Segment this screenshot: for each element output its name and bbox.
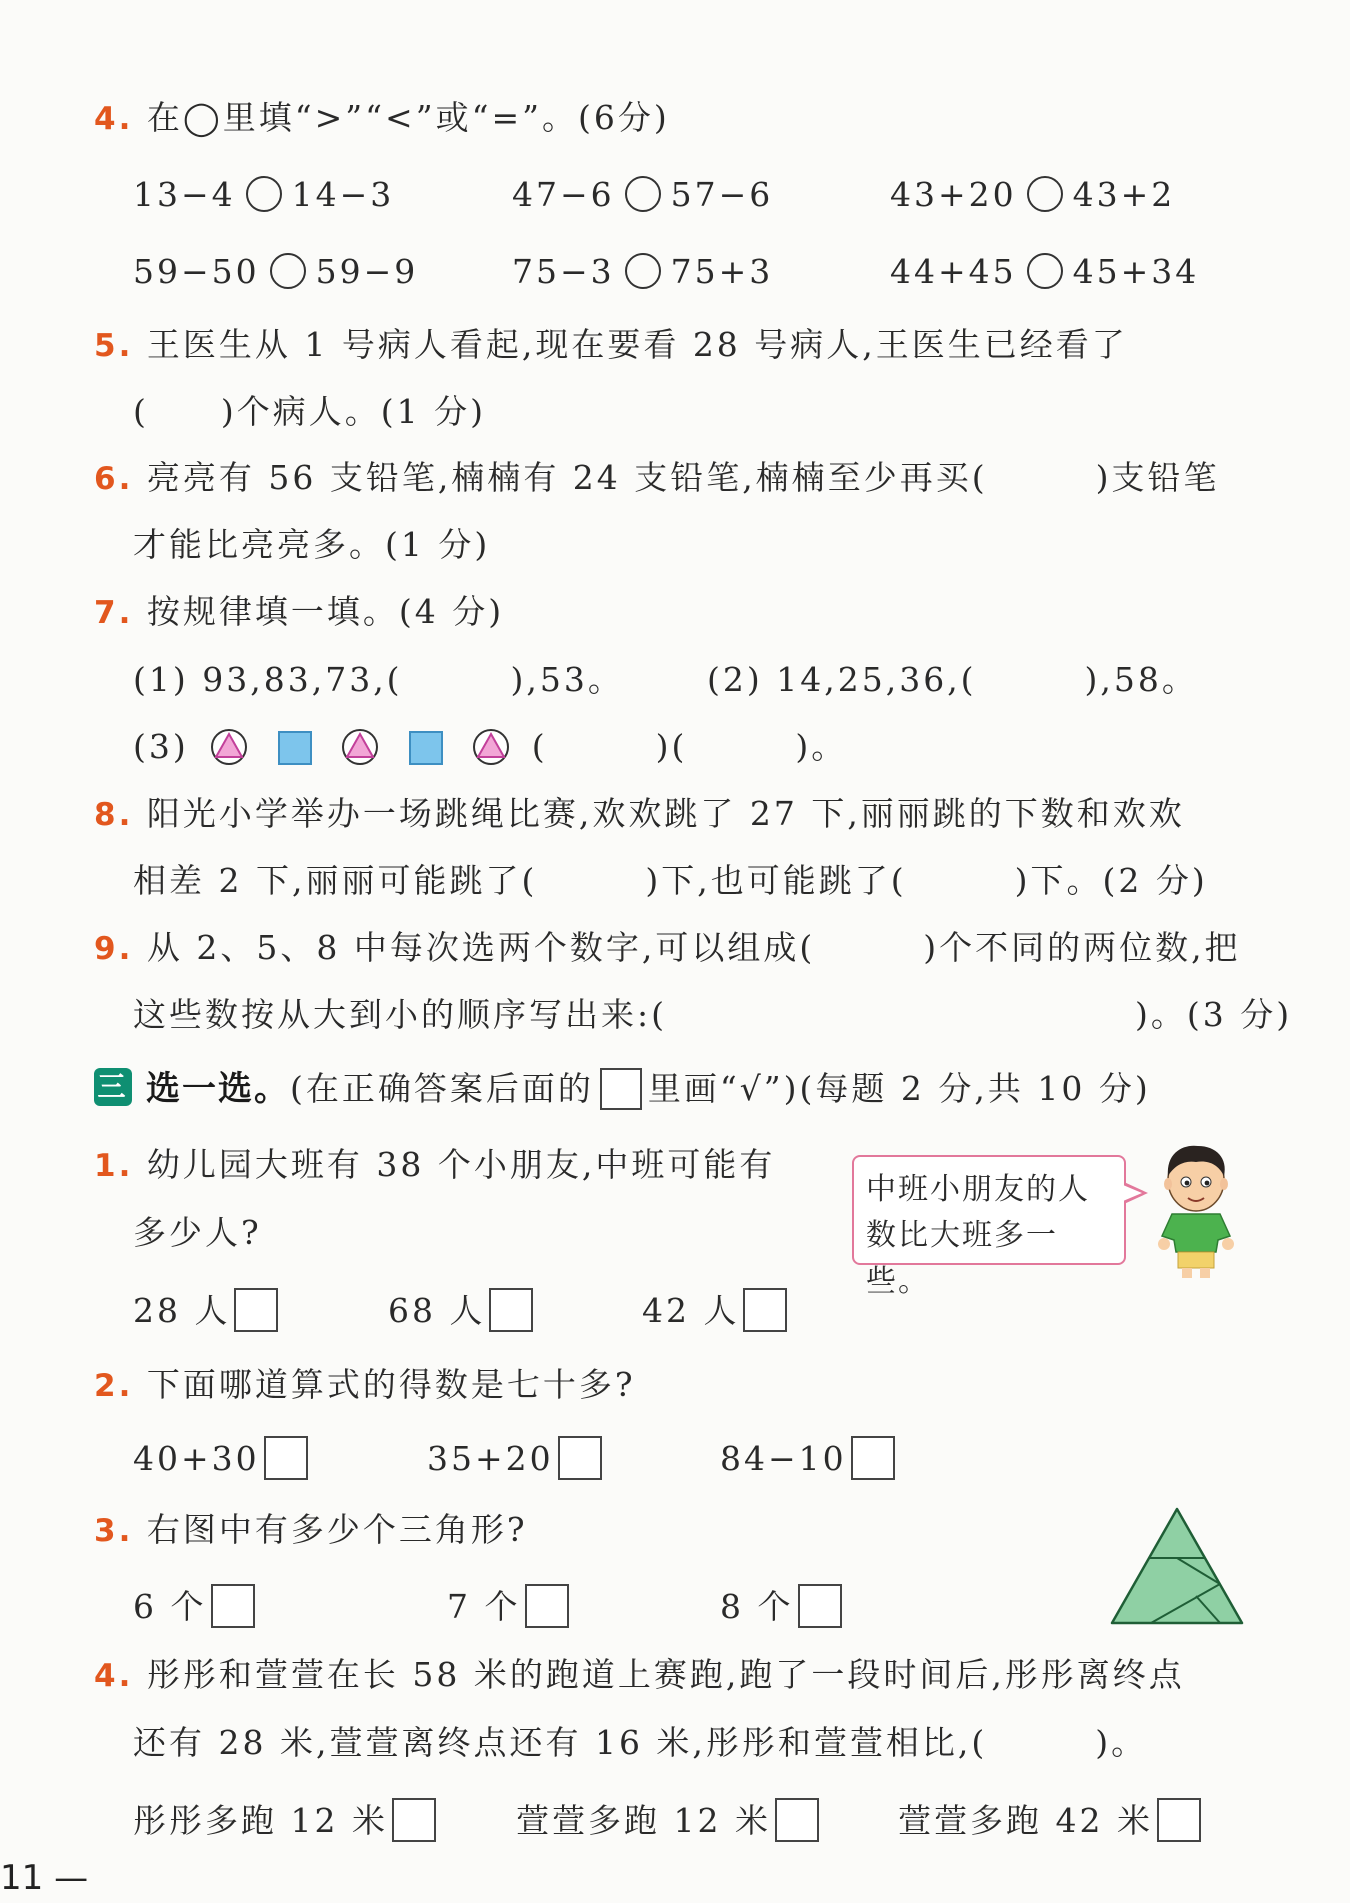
section-header — [94, 1068, 1151, 1110]
option-label: 7 个 — [447, 1587, 521, 1626]
compare-item — [133, 175, 394, 215]
question-number: 1. — [94, 1148, 134, 1184]
section-title: 选一选。 — [146, 1069, 290, 1109]
question-number: 7. — [94, 595, 134, 631]
option-label: 8 个 — [720, 1587, 794, 1626]
triangle-figure — [1108, 1505, 1246, 1627]
answer-box-example — [600, 1068, 642, 1110]
c3-title — [94, 1510, 528, 1551]
square-icon — [278, 731, 312, 765]
answer-box[interactable] — [1157, 1798, 1201, 1842]
triangle-in-circle-icon — [472, 728, 510, 766]
answer-circle[interactable] — [1027, 253, 1063, 289]
q7-title — [94, 592, 504, 633]
option — [133, 1584, 255, 1628]
option-label: 84−10 — [720, 1439, 847, 1478]
question-number: 2. — [94, 1368, 134, 1404]
triangle-in-circle-icon — [210, 728, 248, 766]
c1-line2: 多少人? — [133, 1213, 262, 1252]
q6-line1 — [94, 458, 1220, 499]
answer-box[interactable] — [743, 1288, 787, 1332]
question-text: 从 2、5、8 中每次选两个数字,可以组成( )个不同的两位数,把 — [146, 928, 1241, 967]
answer-circle[interactable] — [270, 253, 306, 289]
question-text: 右图中有多少个三角形? — [146, 1510, 528, 1549]
question-text: 阳光小学举办一场跳绳比赛,欢欢跳了 27 下,丽丽跳的下数和欢欢 — [146, 794, 1185, 833]
option — [642, 1288, 787, 1332]
part-label: (3) — [133, 727, 189, 766]
section-badge-label: 三 — [97, 1070, 129, 1103]
answer-circle[interactable] — [625, 253, 661, 289]
option — [133, 1288, 278, 1332]
question-text: 按规律填一填。(4 分) — [146, 592, 505, 631]
q8-line2: 相差 2 下,丽丽可能跳了( )下,也可能跳了( )下。(2 分) — [133, 861, 1208, 900]
answer-box[interactable] — [558, 1436, 602, 1480]
option-label: 28 人 — [133, 1291, 231, 1330]
question-number: 4. — [94, 101, 134, 137]
section-desc: (在正确答案后面的 — [290, 1069, 594, 1108]
expr-right: 45+34 — [1072, 252, 1200, 291]
option — [133, 1436, 308, 1480]
c2-title — [94, 1365, 636, 1406]
section-desc-tail: 里画“√”)(每题 2 分,共 10 分) — [647, 1069, 1151, 1108]
q9-line2: 这些数按从大到小的顺序写出来:( )。(3 分) — [133, 995, 1293, 1034]
question-number: 8. — [94, 797, 134, 833]
question-number: 3. — [94, 1513, 134, 1549]
answer-circle[interactable] — [625, 176, 661, 212]
answer-box[interactable] — [489, 1288, 533, 1332]
question-text: 彤彤和萱萱在长 58 米的跑道上赛跑,跑了一段时间后,彤彤离终点 — [146, 1655, 1185, 1694]
question-number: 6. — [94, 461, 134, 497]
option — [427, 1436, 602, 1480]
expr-left: 43+20 — [890, 175, 1017, 214]
answer-box[interactable] — [264, 1436, 308, 1480]
compare-item — [133, 252, 418, 292]
question-text: 在◯里填“>”“<”或“=”。(6分) — [146, 98, 670, 137]
expr-left: 44+45 — [890, 252, 1017, 291]
answer-box[interactable] — [525, 1584, 569, 1628]
q5-line2: ( )个病人。(1 分) — [133, 392, 486, 431]
option — [516, 1798, 819, 1842]
option-label: 萱萱多跑 12 米 — [516, 1801, 771, 1840]
compare-item — [890, 175, 1175, 215]
bubble-line: 数比大班多一些。 — [866, 1218, 1058, 1299]
question-text: 下面哪道算式的得数是七十多? — [146, 1365, 636, 1404]
compare-item — [890, 252, 1199, 292]
triangle-in-circle-icon — [341, 728, 379, 766]
compare-item — [512, 252, 773, 292]
question-text: 幼儿园大班有 38 个小朋友,中班可能有 — [146, 1145, 776, 1184]
q5-line1 — [94, 325, 1128, 366]
boy-illustration — [1150, 1140, 1242, 1280]
answer-box[interactable] — [234, 1288, 278, 1332]
option-label: 35+20 — [427, 1439, 554, 1478]
page-number: 11 — — [0, 1858, 89, 1898]
c4-line1 — [94, 1655, 1185, 1696]
question-number: 5. — [94, 328, 134, 364]
option — [447, 1584, 569, 1628]
option-label: 彤彤多跑 12 米 — [133, 1801, 388, 1840]
expr-right: 57−6 — [670, 175, 774, 214]
expr-right: 75+3 — [670, 252, 774, 291]
bubble-line: 中班小朋友的人 — [866, 1172, 1090, 1207]
q7-part1: (1) 93,83,73,( ),53。 — [133, 660, 624, 699]
q7-part2: (2) 14,25,36,( ),58。 — [707, 660, 1198, 699]
q8-line1 — [94, 794, 1185, 835]
bubble-tail-inner — [1123, 1185, 1142, 1201]
question-number: 4. — [94, 1658, 134, 1694]
q6-line2: 才能比亮亮多。(1 分) — [133, 525, 491, 564]
option-label: 42 人 — [642, 1291, 740, 1330]
c1-line1 — [94, 1145, 775, 1186]
option — [388, 1288, 533, 1332]
answer-circle[interactable] — [246, 176, 282, 212]
q9-line1 — [94, 928, 1241, 969]
c4-line2: 还有 28 米,萱萱离终点还有 16 米,彤彤和萱萱相比,( )。 — [133, 1723, 1148, 1762]
option-label: 萱萱多跑 42 米 — [898, 1801, 1153, 1840]
option-label: 68 人 — [388, 1291, 486, 1330]
section-badge — [94, 1068, 132, 1106]
question-text: 王医生从 1 号病人看起,现在要看 28 号病人,王医生已经看了 — [146, 325, 1128, 364]
expr-left: 59−50 — [133, 252, 260, 291]
expr-right: 59−9 — [315, 252, 419, 291]
answer-box[interactable] — [851, 1436, 895, 1480]
answer-circle[interactable] — [1027, 176, 1063, 212]
speech-bubble — [852, 1155, 1126, 1299]
option — [133, 1798, 436, 1842]
expr-left: 47−6 — [512, 175, 615, 214]
answer-box[interactable] — [211, 1584, 255, 1628]
answer-box[interactable] — [775, 1798, 819, 1842]
expr-right: 14−3 — [291, 175, 395, 214]
option-label: 6 个 — [133, 1587, 207, 1626]
expr-left: 75−3 — [512, 252, 615, 291]
answer-blanks[interactable]: ( )( )。 — [531, 727, 848, 766]
q7-part3 — [133, 727, 847, 767]
question-text: 亮亮有 56 支铅笔,楠楠有 24 支铅笔,楠楠至少再买( )支铅笔 — [146, 458, 1220, 497]
expr-left: 13−4 — [133, 175, 236, 214]
option — [720, 1584, 842, 1628]
option — [898, 1798, 1201, 1842]
option-label: 40+30 — [133, 1439, 260, 1478]
answer-box[interactable] — [798, 1584, 842, 1628]
option — [720, 1436, 895, 1480]
expr-right: 43+2 — [1072, 175, 1176, 214]
q4-title — [94, 98, 670, 139]
compare-item — [512, 175, 773, 215]
answer-box[interactable] — [392, 1798, 436, 1842]
question-number: 9. — [94, 931, 134, 967]
square-icon — [409, 731, 443, 765]
